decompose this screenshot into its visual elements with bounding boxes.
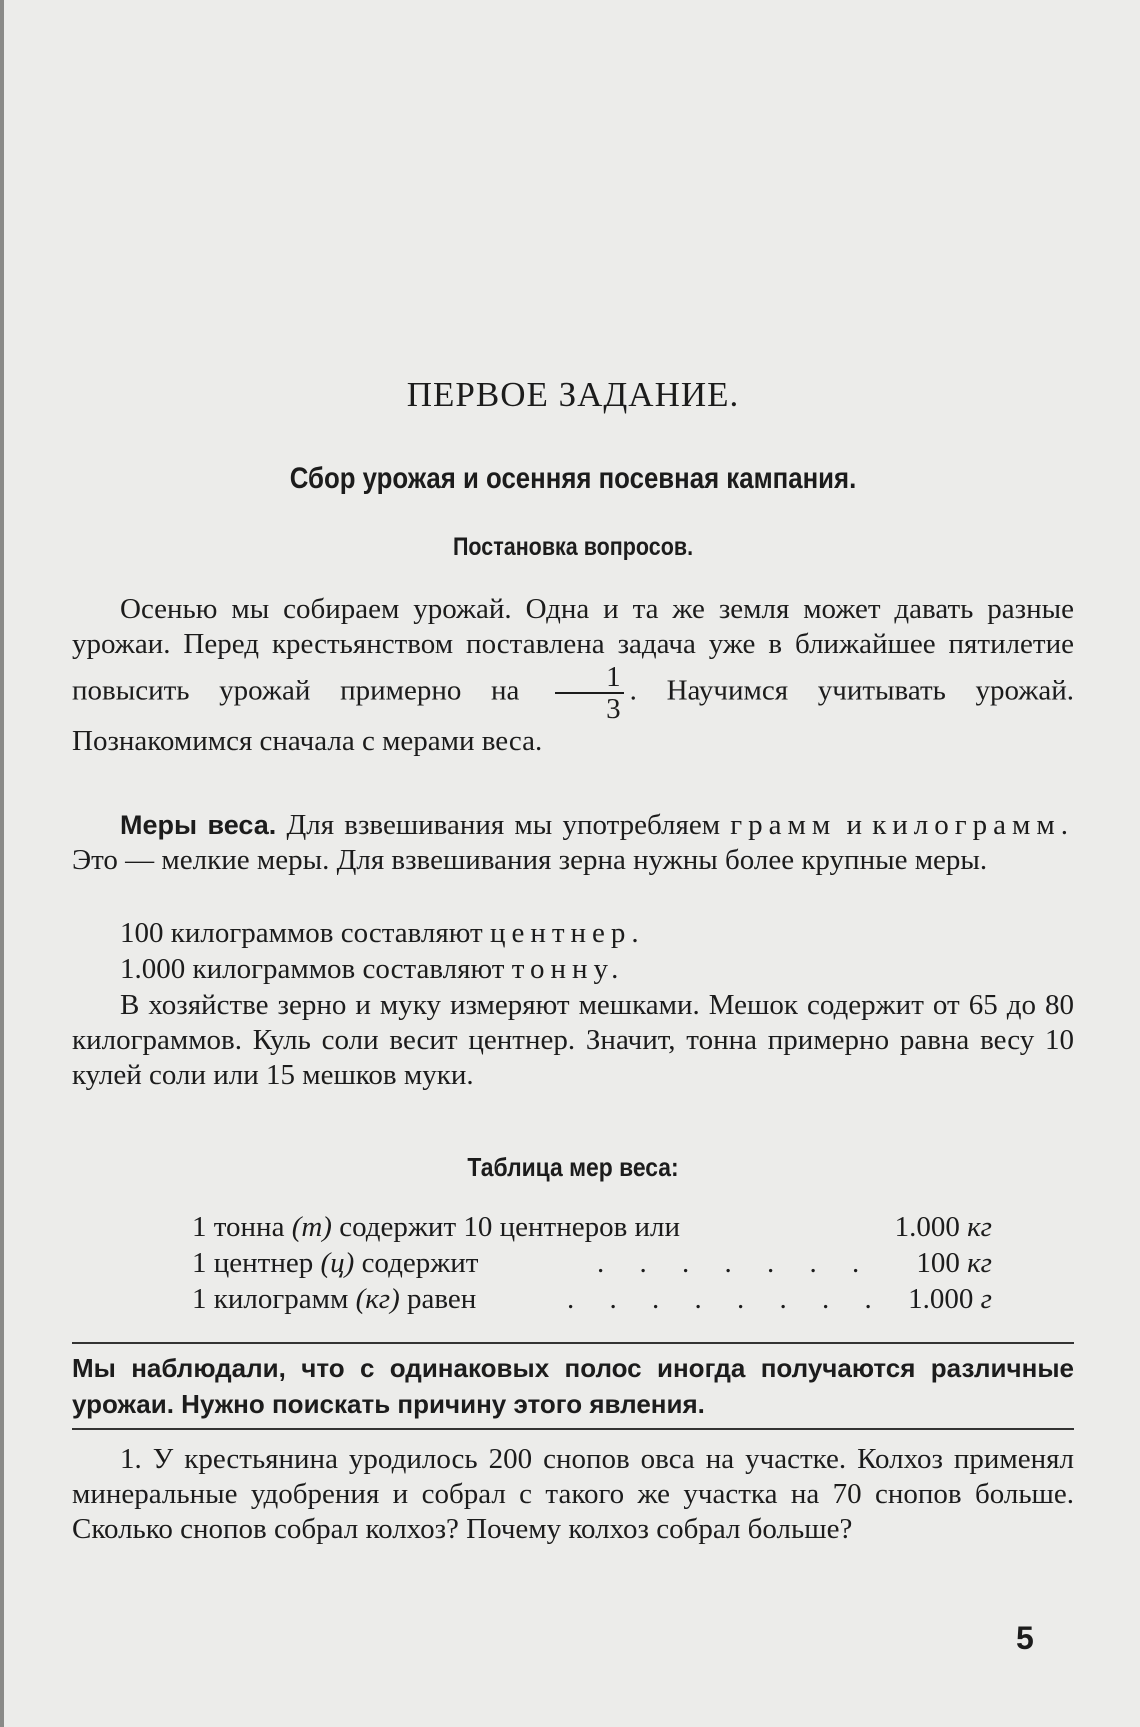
weight-row-value [916, 1246, 992, 1281]
leader-dots: . . . . . . . . [567, 1283, 886, 1315]
row-value-unit: кг [967, 1247, 992, 1279]
measures-lead: Меры веса. [120, 810, 277, 840]
row-unit-abbr: (кг) [355, 1283, 400, 1315]
weight-row-label [192, 1282, 476, 1317]
measures-and: и [846, 809, 862, 841]
weight-row-label [192, 1210, 680, 1245]
centner-text: 100 килограммов составляют [120, 917, 483, 949]
row-value-number: 100 [916, 1247, 960, 1279]
row-value-number: 1.000 [908, 1283, 974, 1315]
row-relation: содержит 10 центнеров или [339, 1211, 681, 1243]
weight-table-title: Таблица мер веса: [467, 1152, 679, 1182]
row-unit-abbr: (т) [291, 1211, 332, 1243]
measures-text-2: Это — мелкие меры. Для взвешивания зерна нужны более крупные меры. [72, 844, 988, 876]
row-unit-name: 1 центнер [192, 1247, 314, 1279]
chapter-title: ПЕРВОЕ ЗАДАНИЕ. [406, 375, 740, 414]
tonne-text: 1.000 килограммов составляют [120, 953, 505, 985]
divider-top [72, 1342, 1074, 1344]
fraction-one-third [555, 662, 624, 724]
row-unit-name: 1 тонна [192, 1211, 285, 1243]
term-kilogram: килограмм. [872, 809, 1075, 841]
chapter-subtitle: Сбор урожая и осенняя посевная кампания. [289, 462, 857, 495]
weight-table-row [192, 1210, 992, 1246]
row-value-unit: кг [967, 1211, 992, 1243]
section-heading: Постановка вопросов. [452, 533, 694, 561]
tonne-line [72, 952, 1074, 987]
term-tonne: тонну. [511, 953, 625, 985]
term-gram: грамм [730, 809, 837, 841]
row-relation: содержит [361, 1247, 479, 1279]
intro-paragraph [72, 592, 1074, 759]
row-relation: равен [407, 1283, 477, 1315]
intro-text-after-fraction: . Научимся учитывать урожай. Познакомимся сначала с мерами веса. [72, 674, 1074, 757]
household-paragraph: В хозяйстве зерно и муку измеряют мешками. Мешок содержит от 65 до 80 килограммов. Куль соли весит центнер. Значит, тонна примерно равна весу 10 кулей соли или 15 мешков муки. [72, 989, 1074, 1091]
measures-text-1: Для взвешивания мы употребляем [286, 809, 721, 841]
term-centner: центнер. [489, 917, 645, 949]
row-unit-abbr: (ц) [320, 1247, 355, 1279]
weight-row-label [192, 1246, 478, 1281]
centner-line [72, 916, 1074, 951]
weight-row-value [908, 1282, 992, 1317]
row-value-unit: г [980, 1283, 992, 1315]
problem-1: 1. У крестьянина уродилось 200 снопов овса на участке. Колхоз применял минеральные удобрения и собрал с такого же участка на 70 снопов больше. Сколько снопов собрал колхоз? Почему колхоз собрал больше? [72, 1443, 1074, 1545]
observation-note: Мы наблюдали, что с одинаковых полос иногда получаются различные урожаи. Нужно поискать причину этого явления. [72, 1353, 1074, 1419]
weight-table-row [192, 1246, 992, 1282]
row-unit-name: 1 килограмм [192, 1283, 349, 1315]
measures-paragraph [72, 808, 1074, 878]
leader-dots: . . . . . . . [597, 1247, 874, 1279]
intro-text-before-fraction: Осенью мы собираем урожай. Одна и та же земля может давать разные урожаи. Перед крестьянством поставлена задача уже в ближайшее пятилетие повысить урожай примерно на [72, 593, 1074, 707]
fraction-numerator: 1 [555, 662, 624, 694]
fraction-denominator: 3 [606, 693, 621, 725]
weight-row-value [895, 1210, 992, 1245]
row-value-number: 1.000 [894, 1211, 960, 1243]
weight-table-row [192, 1282, 992, 1318]
page-number: 5 [1016, 1620, 1034, 1656]
divider-bottom [72, 1428, 1074, 1430]
